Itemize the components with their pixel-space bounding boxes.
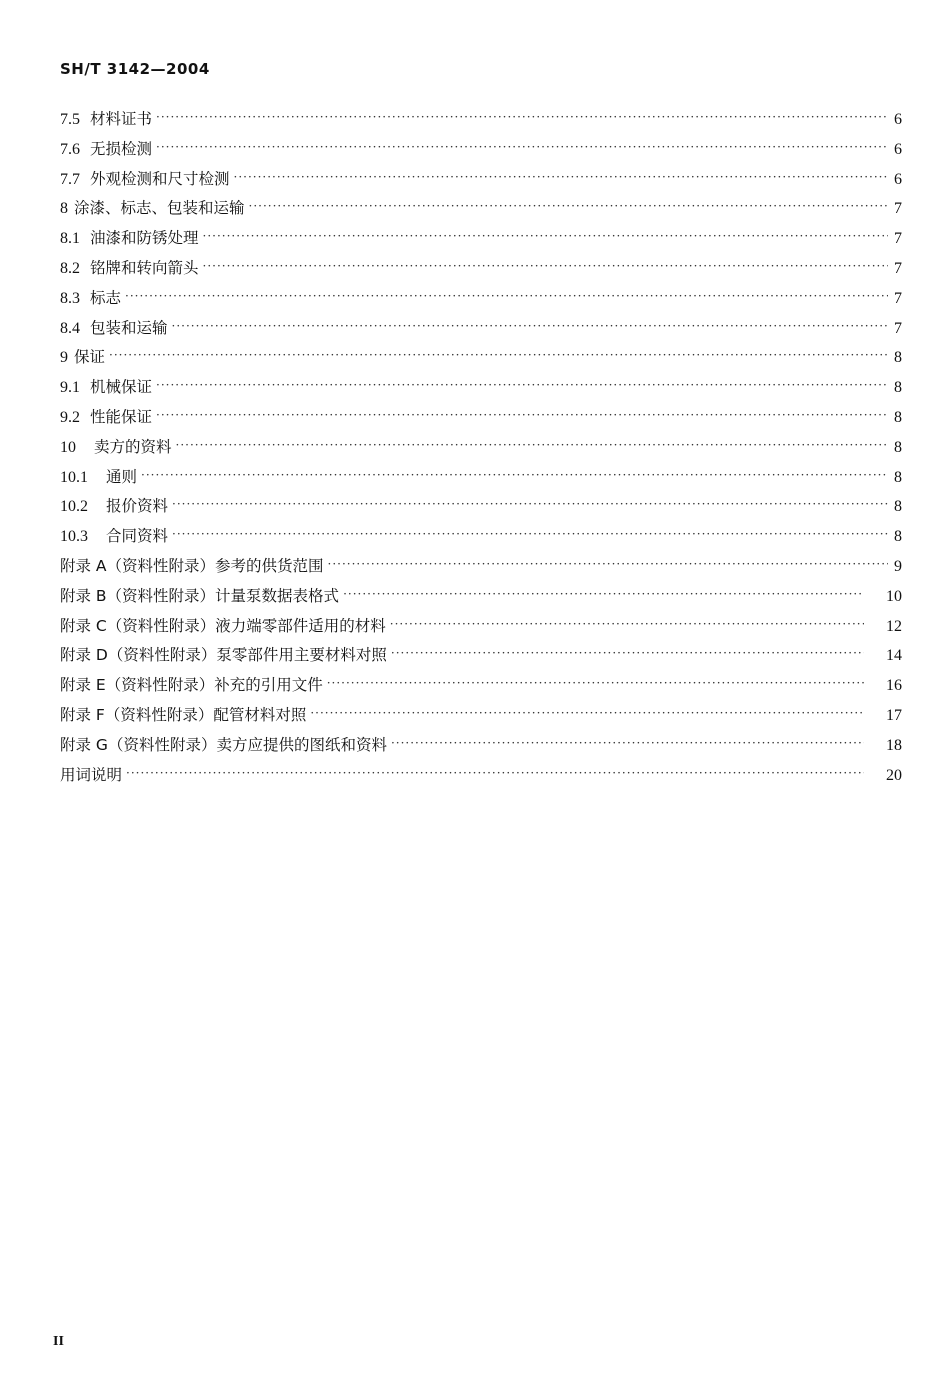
toc-page-number: 8 [894,468,902,486]
toc-page-number: 7 [894,200,902,218]
toc-page-number: 12 [886,617,902,635]
dot-leader [203,229,888,243]
toc-entry[interactable] [60,107,902,137]
toc-title: 用词说明 [60,765,123,784]
toc-page-number: 8 [894,408,902,426]
toc-number: 8 [60,200,68,218]
toc-entry[interactable] [60,167,902,197]
toc-entry[interactable] [60,316,902,346]
dot-leader [126,766,864,780]
toc-number: 10.1 [60,468,88,486]
toc-title: 附录 E（资料性附录）补充的引用文件 [60,676,323,695]
toc-entry[interactable] [60,643,902,673]
toc-title: 铭牌和转向箭头 [90,258,199,277]
toc-title: 包装和运输 [90,318,168,337]
toc-entry[interactable] [60,226,902,256]
toc-number: 8.4 [60,319,80,337]
toc-title: 机械保证 [90,378,153,397]
dot-leader [391,646,864,660]
dot-leader [391,736,864,750]
toc-page-number: 7 [894,319,902,337]
toc-page-number: 8 [894,379,902,397]
toc-number: 8.2 [60,259,80,277]
toc-entry[interactable] [60,375,902,405]
toc-entry[interactable] [60,614,902,644]
toc-number: 8.3 [60,289,80,307]
toc-title: 附录 B（资料性附录）计量泵数据表格式 [60,586,340,605]
table-of-contents [60,107,902,792]
document-code: SH/T 3142—2004 [60,60,210,78]
toc-title: 涂漆、标志、包装和运输 [74,199,245,218]
toc-entry[interactable] [60,494,902,524]
toc-number: 9.2 [60,408,80,426]
toc-entry[interactable] [60,405,902,435]
toc-page-number: 10 [886,587,902,605]
toc-title: 报价资料 [106,497,169,516]
toc-entry[interactable] [60,256,902,286]
toc-title: 附录 D（资料性附录）泵零部件用主要材料对照 [60,646,387,665]
dot-leader [172,497,888,511]
toc-page-number: 16 [886,677,902,695]
toc-page-number: 6 [894,170,902,188]
toc-title: 附录 C（资料性附录）液力端零部件适用的材料 [60,616,386,635]
toc-entry[interactable] [60,673,902,703]
dot-leader [156,408,888,422]
toc-entry[interactable] [60,584,902,614]
toc-page-number: 8 [894,438,902,456]
toc-entry[interactable] [60,286,902,316]
toc-title: 性能保证 [90,407,153,426]
toc-entry[interactable] [60,763,902,793]
toc-page-number: 8 [894,528,902,546]
toc-number: 7.7 [60,170,80,188]
dot-leader [328,557,888,571]
dot-leader [390,617,864,631]
toc-number: 10.3 [60,528,88,546]
dot-leader [249,199,888,213]
toc-entry[interactable] [60,733,902,763]
toc-title: 附录 A（资料性附录）参考的供货范围 [60,556,324,575]
dot-leader [343,587,864,601]
dot-leader [156,378,888,392]
dot-leader [176,438,888,452]
toc-title: 附录 F（资料性附录）配管材料对照 [60,705,307,724]
dot-leader [234,170,888,184]
dot-leader [125,289,888,303]
toc-entry[interactable] [60,703,902,733]
toc-title: 保证 [74,348,106,367]
toc-entry[interactable] [60,554,902,584]
dot-leader [203,259,888,273]
toc-entry[interactable] [60,196,902,226]
toc-page-number: 7 [894,230,902,248]
toc-title: 无损检测 [90,139,153,158]
toc-title: 油漆和防锈处理 [90,229,199,248]
toc-entry[interactable] [60,137,902,167]
toc-title: 附录 G（资料性附录）卖方应提供的图纸和资料 [60,735,387,754]
toc-page-number: 7 [894,259,902,277]
toc-page-number: 6 [894,111,902,128]
toc-entry[interactable] [60,524,902,554]
toc-entry[interactable] [60,435,902,465]
dot-leader [172,527,888,541]
toc-page-number: 9 [894,557,902,575]
toc-number: 9.1 [60,379,80,397]
toc-number: 7.5 [60,111,80,128]
toc-page-number: 6 [894,140,902,158]
toc-title: 卖方的资料 [94,437,172,456]
toc-title: 材料证书 [90,110,153,128]
toc-entry[interactable] [60,465,902,495]
toc-title: 标志 [90,288,122,307]
toc-entry[interactable] [60,345,902,375]
dot-leader [327,676,864,690]
dot-leader [310,706,864,720]
dot-leader [172,319,888,333]
toc-number: 10 [60,438,76,456]
toc-page-number: 17 [886,706,902,724]
toc-title: 通则 [106,467,138,486]
toc-number: 9 [60,349,68,367]
toc-page-number: 8 [894,498,902,516]
toc-number: 7.6 [60,140,80,158]
dot-leader [156,110,888,124]
toc-number: 8.1 [60,230,80,248]
dot-leader [141,468,888,482]
toc-title: 外观检测和尺寸检测 [90,169,230,188]
toc-page-number: 20 [886,766,902,784]
toc-page-number: 8 [894,349,902,367]
toc-page-number: 18 [886,736,902,754]
dot-leader [109,348,888,362]
toc-number: 10.2 [60,498,88,516]
page-number: II [53,1334,64,1349]
toc-page-number: 14 [886,647,902,665]
dot-leader [156,140,888,154]
toc-page-number: 7 [894,289,902,307]
toc-title: 合同资料 [106,527,169,546]
